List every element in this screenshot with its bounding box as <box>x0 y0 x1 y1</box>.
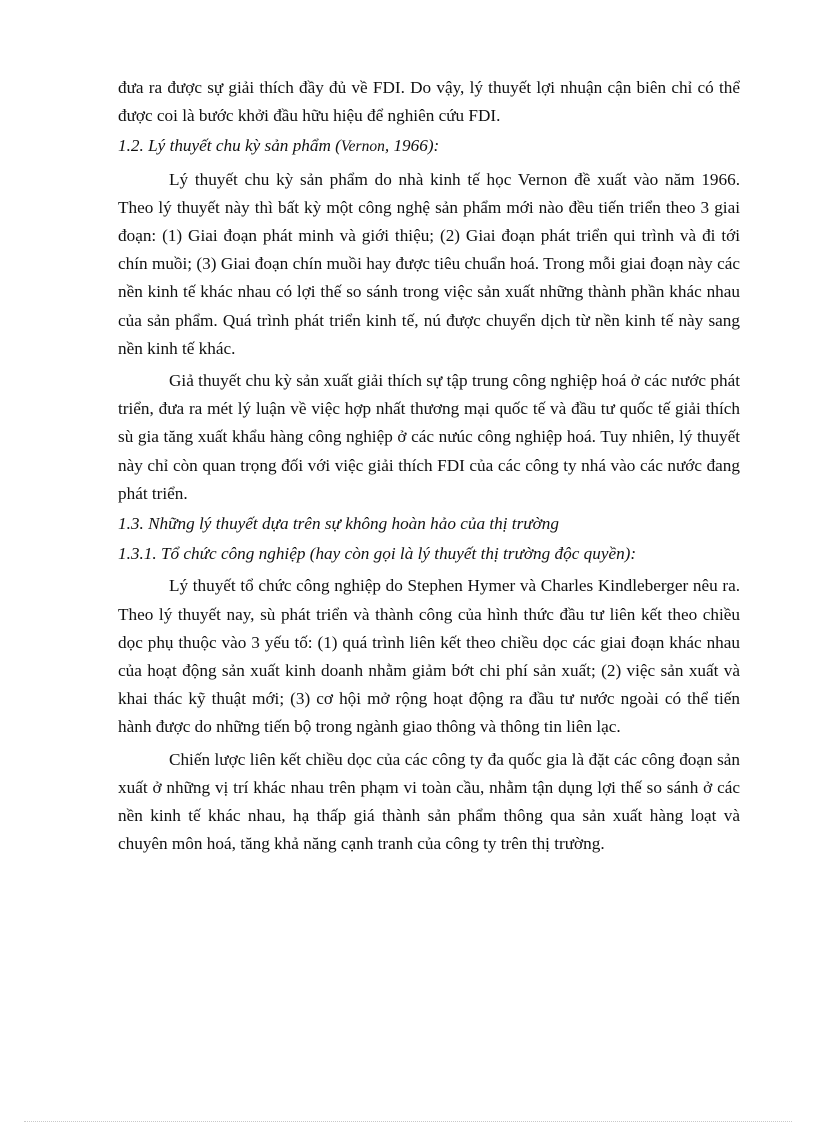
heading-market-imperfection: 1.3. Những lý thuyết dựa trên sự không hoàn hảo của thị trường <box>118 514 559 534</box>
heading-year: , 1966): <box>384 136 440 156</box>
heading-text: 1.2. Lý thuyết chu kỳ sản phẩm ( <box>118 136 341 156</box>
paragraph-vertical-integration-strategy: Chiến lược liên kết chiều dọc của các công ty đa quốc gia là đặt các công đoạn sản xuất ở những vị trí khác nhau trên phạm vi toàn cầu, nhằm tận dụng lợi thế so sánh ở các nền kinh tế khác nhau, hạ thấp giá thành sản phẩm thông qua sản xuất hàng loạt và chuyên môn hoá, tăng khả năng cạnh tranh của công ty trên thị trường. <box>118 749 740 854</box>
heading-industrial-organization: 1.3.1. Tổ chức công nghiệp (hay còn gọi là lý thuyết thị trường độc quyền): <box>118 544 637 564</box>
paragraph-fdi-conclusion: đưa ra được sự giải thích đầy đủ về FDI. Do vậy, lý thuyết lợi nhuận cận biên chỉ có thể được coi là bước khởi đầu hữu hiệu để nghiên cứu FDI. <box>118 78 740 126</box>
paragraph-production-cycle-hypothesis: Giả thuyết chu kỳ sản xuất giải thích sự tập trung công nghiệp hoá ở các nước phát triển, đưa ra mét lý luận về việc hợp nhất thương mại quốc tế và đầu tư quốc tế giải thích sù gia tăng xuất khẩu hàng công nghiệp ở các nưúc công nghiệp hoá. Tuy nhiên, lý thuyết này chỉ còn quan trọng đối với việc giải thích FDI của các công ty nhá vào các nước đang phát triển. <box>118 371 740 503</box>
document-body <box>118 74 740 858</box>
heading-author-ref: Vernon <box>340 138 385 156</box>
heading-product-life-cycle <box>118 132 740 161</box>
page-bottom-border <box>24 1121 792 1122</box>
paragraph-industrial-organization: Lý thuyết tổ chức công nghiệp do Stephen Hymer và Charles Kindleberger nêu ra. Theo lý thuyết nay, sù phát triển và thành công của hình thức đầu tư liên kết theo chiều dọc phụ thuộc vào 3 yếu tố: (1) quá trình liên kết theo chiều dọc các giai đoạn khác nhau của hoạt động sản xuất kinh doanh nhằm giảm bớt chi phí sản xuất; (2) việc sản xuất và khai thác kỹ thuật mới; (3) cơ hội mở rộng hoạt động ra đầu tư nước ngoài có thể tiến hành được do những tiến bộ trong ngành giao thông và thông tin liên lạc. <box>118 576 740 737</box>
paragraph-product-life-cycle: Lý thuyết chu kỳ sản phẩm do nhà kinh tế học Vernon đề xuất vào năm 1966. Theo lý thuyết này thì bất kỳ một công nghệ sản phẩm mới nào đều tiến triển theo 3 giai đoạn: (1) Giai đoạn phát minh và giới thiệu; (2) Giai đoạn phát triển qui trình và đi tới chín muồi; (3) Giai đoạn chín muồi hay được tiêu chuẩn hoá. Trong mỗi giai đoạn này các nền kinh tế khác nhau có lợi thế so sánh trong việc sản xuất những thành phần khác nhau của sản phẩm. Quá trình phát triển kinh tế, nú được chuyển dịch từ nền kinh tế này sang nền kinh tế khác. <box>118 169 740 358</box>
